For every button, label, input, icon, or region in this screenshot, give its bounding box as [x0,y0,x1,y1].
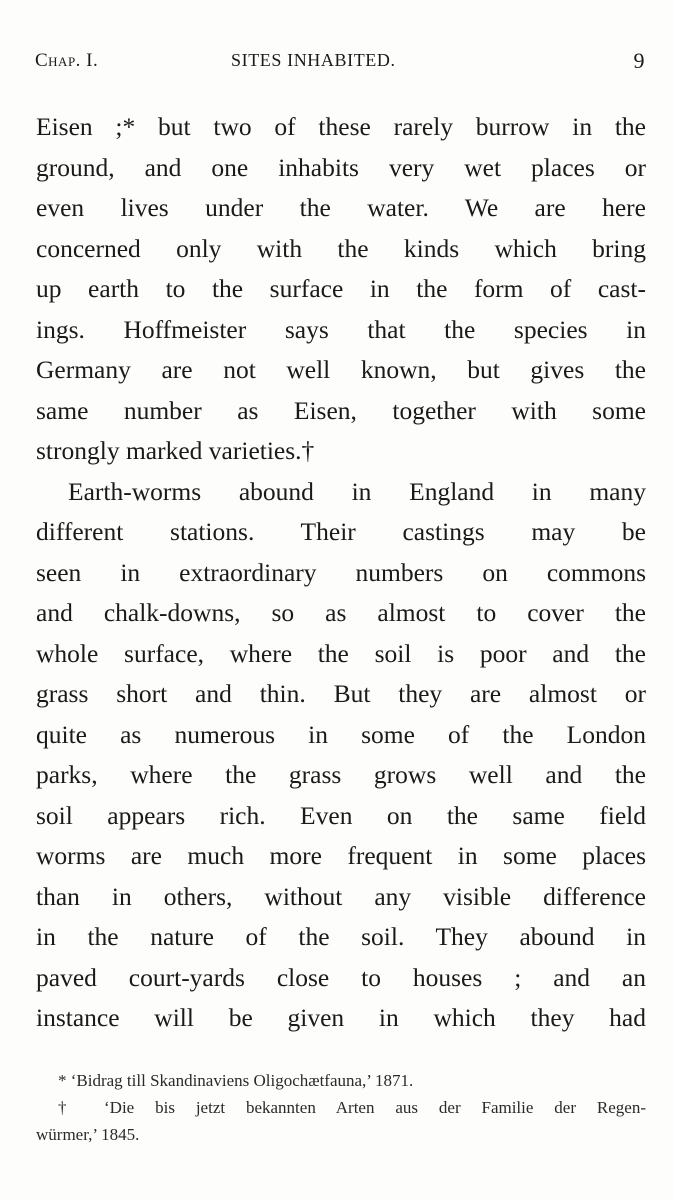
page-number: 9 [633,48,645,73]
text-line: than in others, without any visible difference [36,881,646,911]
text-line: strongly marked varieties.† [36,436,315,465]
body-text [36,107,646,1039]
footnote-1: * ‘Bidrag till Skandinaviens Oligochætfauna,’ 1871. [58,1071,414,1090]
footnotes [36,1067,646,1148]
text-line: and chalk-downs, so as almost to cover the [36,598,646,627]
footnote-2: † ‘Die bis jetzt bekannten Arten aus der Familie der Regen- [58,1098,646,1117]
text-line: worms are much more frequent in some places [36,841,646,870]
text-line: in the nature of the soil. They abound in [36,922,646,951]
text-line: up earth to the surface in the form of cast- [36,274,646,303]
text-line: quite as numerous in some of the London [36,719,646,749]
text-line: grass short and thin. But they are almost or [36,679,646,708]
running-head [35,50,645,80]
text-line: same number as Eisen, together with some [36,395,646,425]
text-line: parks, where the grass grows well and the [36,760,646,789]
text-line: soil appears rich. Even on the same field [36,800,646,830]
text-line: Germany are not well known, but gives the [36,355,646,384]
text-line: concerned only with the kinds which bring [36,233,646,263]
text-line: ground, and one inhabits very wet places or [36,152,646,182]
text-line: seen in extraordinary numbers on commons [36,557,646,587]
paragraph-start-line: Earth-worms abound in England in many [68,476,646,506]
text-line: paved court-yards close to houses ; and an [36,962,646,992]
text-line: whole surface, where the soil is poor and the [36,638,646,668]
text-line: even lives under the water. We are here [36,193,646,222]
footnote-2-continuation: würmer,’ 1845. [36,1125,140,1144]
chapter-label: Chap. I. [35,50,99,71]
text-line: instance will be given in which they had [36,1003,646,1032]
text-line: different stations. Their castings may be [36,517,646,546]
text-line: Eisen ;* but two of these rarely burrow in the [36,112,646,141]
running-title: SITES INHABITED. [231,50,396,70]
text-line: ings. Hoffmeister says that the species in [36,314,646,344]
